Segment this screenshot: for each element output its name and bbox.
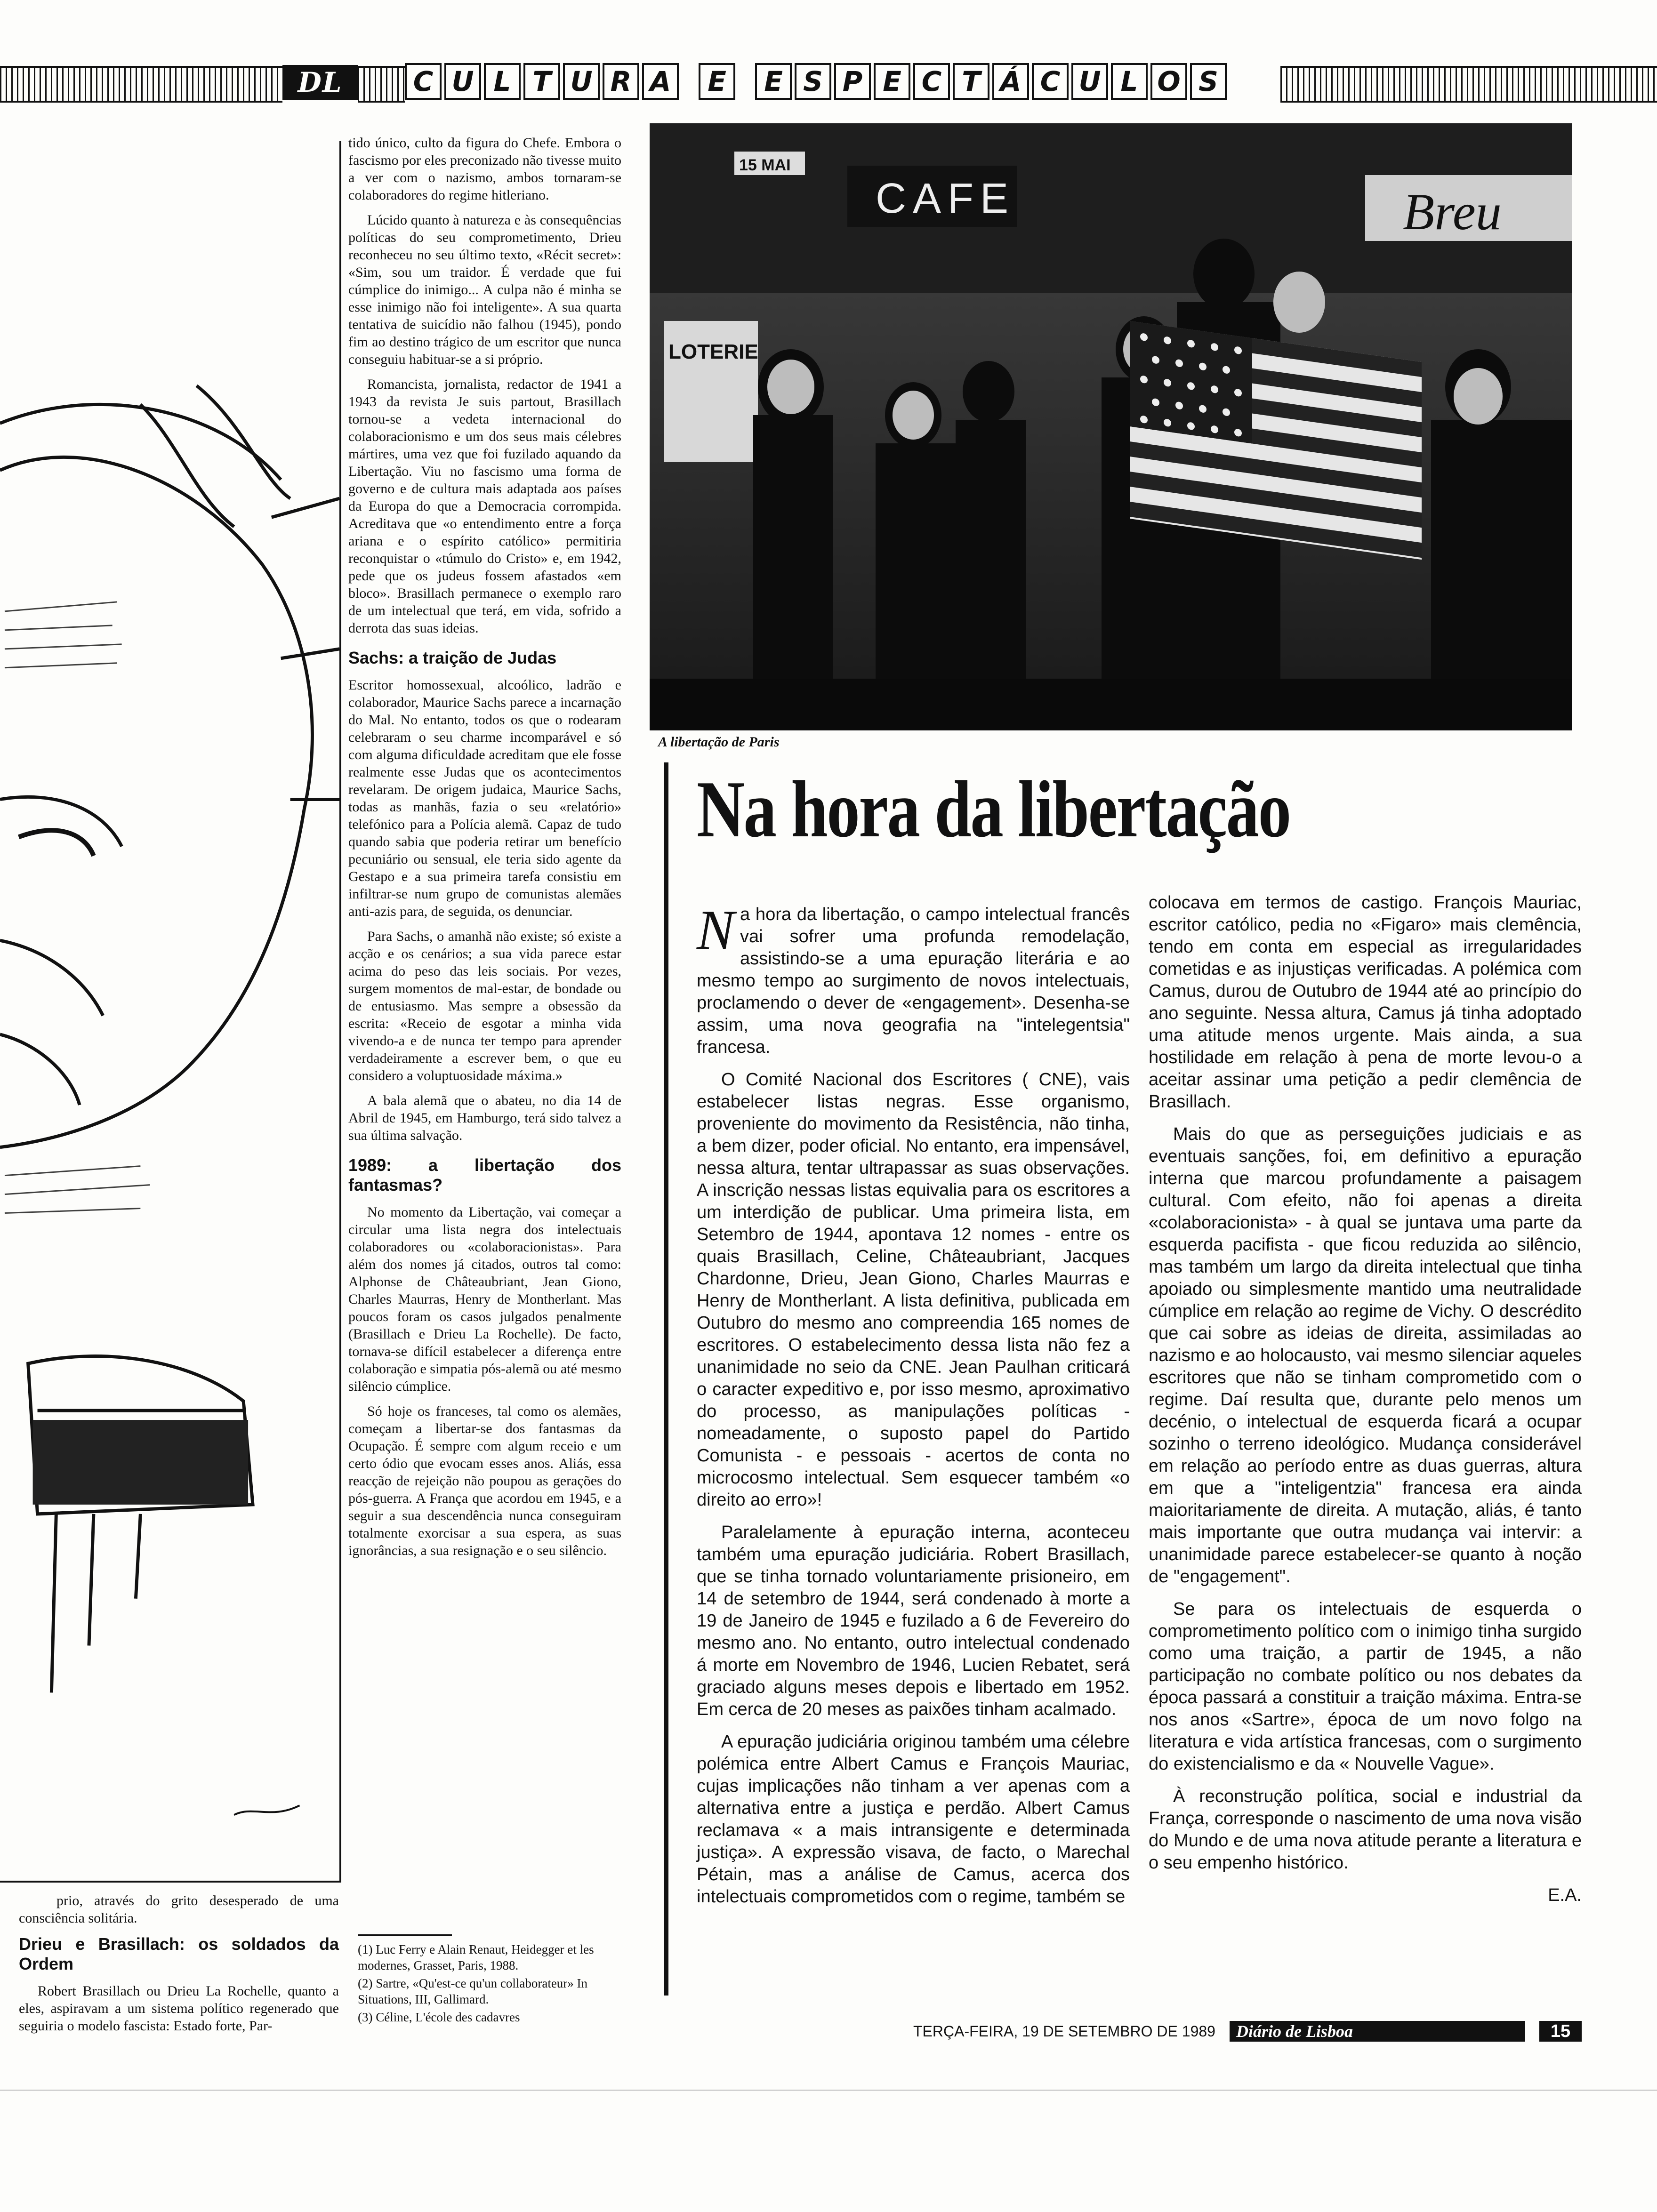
article-headline: Na hora da libertação [697,765,1290,854]
sachs-paragraph-2: Para Sachs, o amanhã não existe; só existe a acção e os cenários; a sua vida parece estar acima do peso das leis sociais. Por vezes, surgem momentos de mal-estar, de bondade ou de entusiasmo. Mas sempre a obsessão da escrita: «Receio de esgotar a minha vida vivendo-a e de nunca ter tempo para aprender verdadeiramente a escrever bem, o que eu considero a voluptuosidade máxima.» [348,929,621,1083]
article-paragraph-4: A epuração judiciária originou também uma célebre polémica entre Albert Camus e François Mauriac, cujas implicações não tinham a ver apenas com a alternativa entre a justiça e perdão. Albert Camus reclamava « a mais intransigente e determinada justiça». A expressão visava, de facto, o Marechal Pétain, mas a análise de Camus, acerca dos intelectuais comprometidos com o regime, também se [697,1732,1130,1907]
section-letter: R [603,63,639,100]
section-letter: T [953,63,989,100]
bottom-left-column [19,1892,339,2042]
article-column-1 [697,898,1130,1918]
header-hatch-left [0,66,282,103]
photo-caption: A libertação de Paris [658,734,780,750]
footnote-3: (3) Céline, L'école des cadavres [358,2010,520,2024]
date-sign: 15 MAI [739,156,791,174]
article-paragraph-3: Paralelamente à epuração interna, aconteceu também uma epuração judiciária. Robert Brasillach, que se tinha tornado voluntariamente prisioneiro, em 14 de setembro de 1944, será condenado à morte a 19 de Janeiro de 1945 e fuzilado a 6 de Fevereiro do mesmo ano. No entanto, outro intelectual condenado á morte em Novembro de 1946, Lucien Rebatet, será graciado alguns meses depois e libertado em 1952. Em cerca de 20 meses as paixões tinham acalmado. [697,1523,1130,1719]
section-letter: A [642,63,679,100]
footnote-1: (1) Luc Ferry e Alain Renaut, Heidegger et les modernes, Grasset, Paris, 1988. [358,1942,594,1972]
article-dropcap: N [697,898,735,961]
newspaper-logo: DL [282,65,358,100]
liberation-photo-image [650,123,1572,730]
section-letter: C [405,63,442,100]
footer-date: TERÇA-FEIRA, 19 DE SETEMBRO DE 1989 [913,2022,1215,2040]
article-paragraph-8: À reconstrução política, social e industrial da França, corresponde o nascimento de uma nova visão do Mundo e de uma nova atitude perante a literatura e o seu empenho histórico. [1149,1787,1582,1873]
left-column [348,134,621,1567]
section-title [405,63,1227,102]
drieu-continuation: prio, através do grito desesperado de uma consciência solitária. [19,1893,339,1926]
brewery-sign: Breu [1403,183,1502,240]
article-column-2 [1149,892,1582,1907]
section-gap [738,63,752,100]
fold-line [0,2090,1657,2091]
section-header [0,61,1657,104]
header-hatch-right [1280,66,1657,103]
caricature-drawing [0,141,339,1881]
section-letter: O [1150,63,1187,100]
section-letter: T [523,63,560,100]
article-paragraph-1-text: a hora da libertação, o campo intelectual francês vai sofrer uma profunda remodelação, assistindo-se a uma epuração literária e ao mesmo tempo ao surgimento de novos intelectuais, proclamendo o dever de «engagement». Desenha-se assim, uma nova geografia na "intelegentsia" francesa. [697,905,1130,1057]
section-letter: S [1190,63,1227,100]
section-letter: L [1111,63,1148,100]
section-letter: C [1032,63,1069,100]
article-side-rule [664,762,668,1996]
heading-drieu-brasillach: Drieu e Brasillach: os soldados da Ordem [19,1934,339,1973]
article-signature: E.A. [1548,1885,1582,1905]
section-letter: E [699,63,735,100]
cafe-sign: CAFE [876,175,1015,222]
paragraph-1989-1: No momento da Libertação, vai começar a circular uma lista negra dos intelectuais colaboradores ou «colaboracionistas». Para além dos nomes já citados, outros tal como: Alphonse de Châteaubriant, Jean Giono, Charles Maurras, Henry de Montherlant. Mas poucos foram os casos julgados penalmente (Brasillach e Drieu La Rochelle). De facto, tornava-se difícil estabelecer a diferença entre colaboração e simpatia pós-alemã ou até mesmo silêncio cúmplice. [348,1204,621,1394]
section-letter: E [755,63,792,100]
loterie-sign: LOTERIE [668,340,758,363]
article-paragraph-2: O Comité Nacional dos Escritores ( CNE), vais estabelecer listas negras. Esse organismo, proveniente do movimento da Resistência, não tinha, a bem dizer, poder oficial. No entanto, era impensável, nessa altura, tentar ultrapassar as suas observações. A inscrição nessas listas equivalia para os escritores a um interdição de publicar. Uma primeira lista, em Setembro de 1944, apontava 12 nomes - entre os quais Brasillach, Celine, Châteaubriant, Jacques Chardonne, Drieu, Jean Giono, Charles Maurras e Henry de Montherlant. A lista definitiva, publicada em Outubro do mesmo ano compreendia 165 nomes de escritores. O estabelecimento dessa lista não fez a unanimidade no seio da CNE. Jean Paulhan criticará o caracter expeditivo e, por isso mesmo, aproximativo do processo, as manipulações políticas - nomeadamente, o suposto papel do Partido Comunista - e pessoais - acertos de conta no microcosmo intelectual. Sem esquecer também «o direito ao erro»! [697,1070,1130,1510]
page-footer [913,2019,1582,2044]
liberation-photo [650,123,1572,730]
paragraph-1989-2: Só hoje os franceses, tal como os alemães, começam a libertar-se dos fantasmas da Ocupação. É sempre com algum receio e um certo ódio que evocam esses anos. Aliás, essa reacção de rejeição não poupou as gerações do pós-guerra. A França que acordou em 1945, e a seguir a sua descendência nunca conseguiram totalmente exorcisar a sua espera, as suas ignorâncias, a sua resignação e o seu silêncio. [348,1403,621,1558]
article-paragraph-7: Se para os intelectuais de esquerda o comprometimento político com o inimigo tinha surgido como uma traição, a partir de 1945, a não participação no combate político ou nos debates da época passará a constituir a traição máxima. Entra-se nos anos «Sartre», época de um novo folgo na literatura e vida artística francesas, com o surgimento do existencialismo e da « Nouvelle Vague». [1149,1599,1582,1774]
section-letter: E [874,63,910,100]
sachs-paragraph-1: Escritor homossexual, alcoólico, ladrão e colaborador, Maurice Sachs parece a incarnação do Mal. No entanto, todos os que o rodearam celebraram o seu charme incomparável e só com alguma dificuldade acreditam que ele fosse realmente esse Judas que os acontecimentos revelaram. De origem judaica, Maurice Sachs, todas as manhãs, fazia o seu «relatório» telefónico para a Polícia alemã. Capaz de tudo quando sabia que poderia retirar um benefício pecuniário ou sensual, ele teria sido agente da Gestapo e a sua primeira tarefa consistiu em infiltrar-se num grupo de comunistas alemães anti-azis para, de seguida, os denunciar. [348,677,621,919]
section-letter: S [795,63,831,100]
left-paragraph-3: Romancista, jornalista, redactor de 1941 a 1943 da revista Je suis partout, Brasillach tornou-se a vedeta internacional do colaboracionismo e um dos seus mais célebres mártires, uma vez que foi fuzilado aquando da Libertação. Viu no fascismo uma forma de governo e de cultura mais adaptada aos países da Europa do que a Democracia corrompida. Acreditava que «o entendimento entre a força ariana e o espírito católico» permitiria reconquistar o «túmulo do Cristo» e, em 1942, pede que os judeus fossem afastados «em bloco». Brasillach permanece o exemplo raro de um intelectual que terá, em vida, sofrido a derrota das suas ideias. [348,377,621,636]
footnote-2: (2) Sartre, «Qu'est-ce qu'un collaborateur» In Situations, III, Gallimard. [358,1976,588,2006]
footnote-rule [358,1934,452,1936]
section-letter: U [444,63,481,100]
drieu-paragraph: Robert Brasillach ou Drieu La Rochelle, quanto a eles, aspiravam a um sistema político regenerado que seguiria o modelo fascista: Estado forte, Par- [19,1983,339,2034]
article-paragraph-5: colocava em termos de castigo. François Mauriac, escritor católico, pedia no «Figaro» mais clemência, tendo em conta em especial as irregularidades cometidas e as injustiças verificadas. A polémica com Camus, durou de Outubro de 1944 até ao princípio do ano seguinte. Nessa altura, Camus já tinha adoptado uma atitude menos urgente. Mais ainda, a sua hostilidade em relação à pena de morte levou-o a aceitar assinar uma petição a pedir clemência de Brasillach. [1149,893,1582,1112]
section-letter: P [834,63,871,100]
page-number: 15 [1539,2021,1582,2042]
left-paragraph-2: Lúcido quanto à natureza e às consequências políticas do seu comprometimento, Drieu reconheceu no seu último texto, «Récit secret»: «Sim, sou um traidor. É verdade que fui cúmplice do inimigo... A culpa não é minha se esse inimigo não foi inteligente». A sua quarta tentativa de suicídio não falhou (1945), pondo fim ao destino trágico de um escritor que nunca conseguiu habituar-se a si próprio. [348,212,621,367]
caricature-illustration [0,141,341,1883]
footnotes [358,1934,621,2027]
section-letter: C [913,63,950,100]
section-letter: L [484,63,521,100]
footer-newspaper: Diário de Lisboa [1230,2021,1525,2042]
section-letter: U [563,63,600,100]
left-paragraph-1: tido único, culto da figura do Chefe. Embora o fascismo por eles preconizado não tivesse muito a ver com o nazismo, ambos tornaram-se colaboradores do regime hitleriano. [348,135,621,203]
section-letter: Á [992,63,1029,100]
section-gap [682,63,696,100]
sachs-paragraph-3: A bala alemã que o abateu, no dia 14 de Abril de 1945, em Hamburgo, terá sido talvez a sua última salvação. [348,1093,621,1143]
heading-1989: 1989: a libertação dos fantasmas? [348,1155,621,1194]
header-hatch-mid [358,66,405,103]
heading-sachs: Sachs: a traição de Judas [348,648,557,667]
section-letter: U [1071,63,1108,100]
article-paragraph-1 [697,898,1130,1058]
article-paragraph-6: Mais do que as perseguições judiciais e as eventuais sanções, foi, em definitivo a epuração interna que marcou profundamente a paisagem cultural. Com efeito, não foi apenas a direita «colaboracionista» - à qual se juntava uma parte da esquerda pacifista - que ficou reduzida ao silêncio, mas também um largo da direita intelectual que tinha apoiado ou simplesmente mantido uma neutralidade cúmplice em relação ao regime de Vichy. O descrédito que cai sobre as ideias de direita, assimiladas ao nazismo e ao holocausto, vai mesmo silenciar aqueles escritores que não se tinham comprometido com o regime. Daí resulta que, durante pelo menos um decénio, o intelectual de esquerda ficará a ocupar sozinho o terreno ideológico. Mudança considerável em relação ao período entre as duas guerras, altura em que a "inteligentzia" francesa era ainda maioritariamente de direita. A mutação, aliás, é tanto mais importante que outra mudança vai intervir: a unanimidade parece estabelecer-se quanto à noção de "engagement". [1149,1124,1582,1587]
